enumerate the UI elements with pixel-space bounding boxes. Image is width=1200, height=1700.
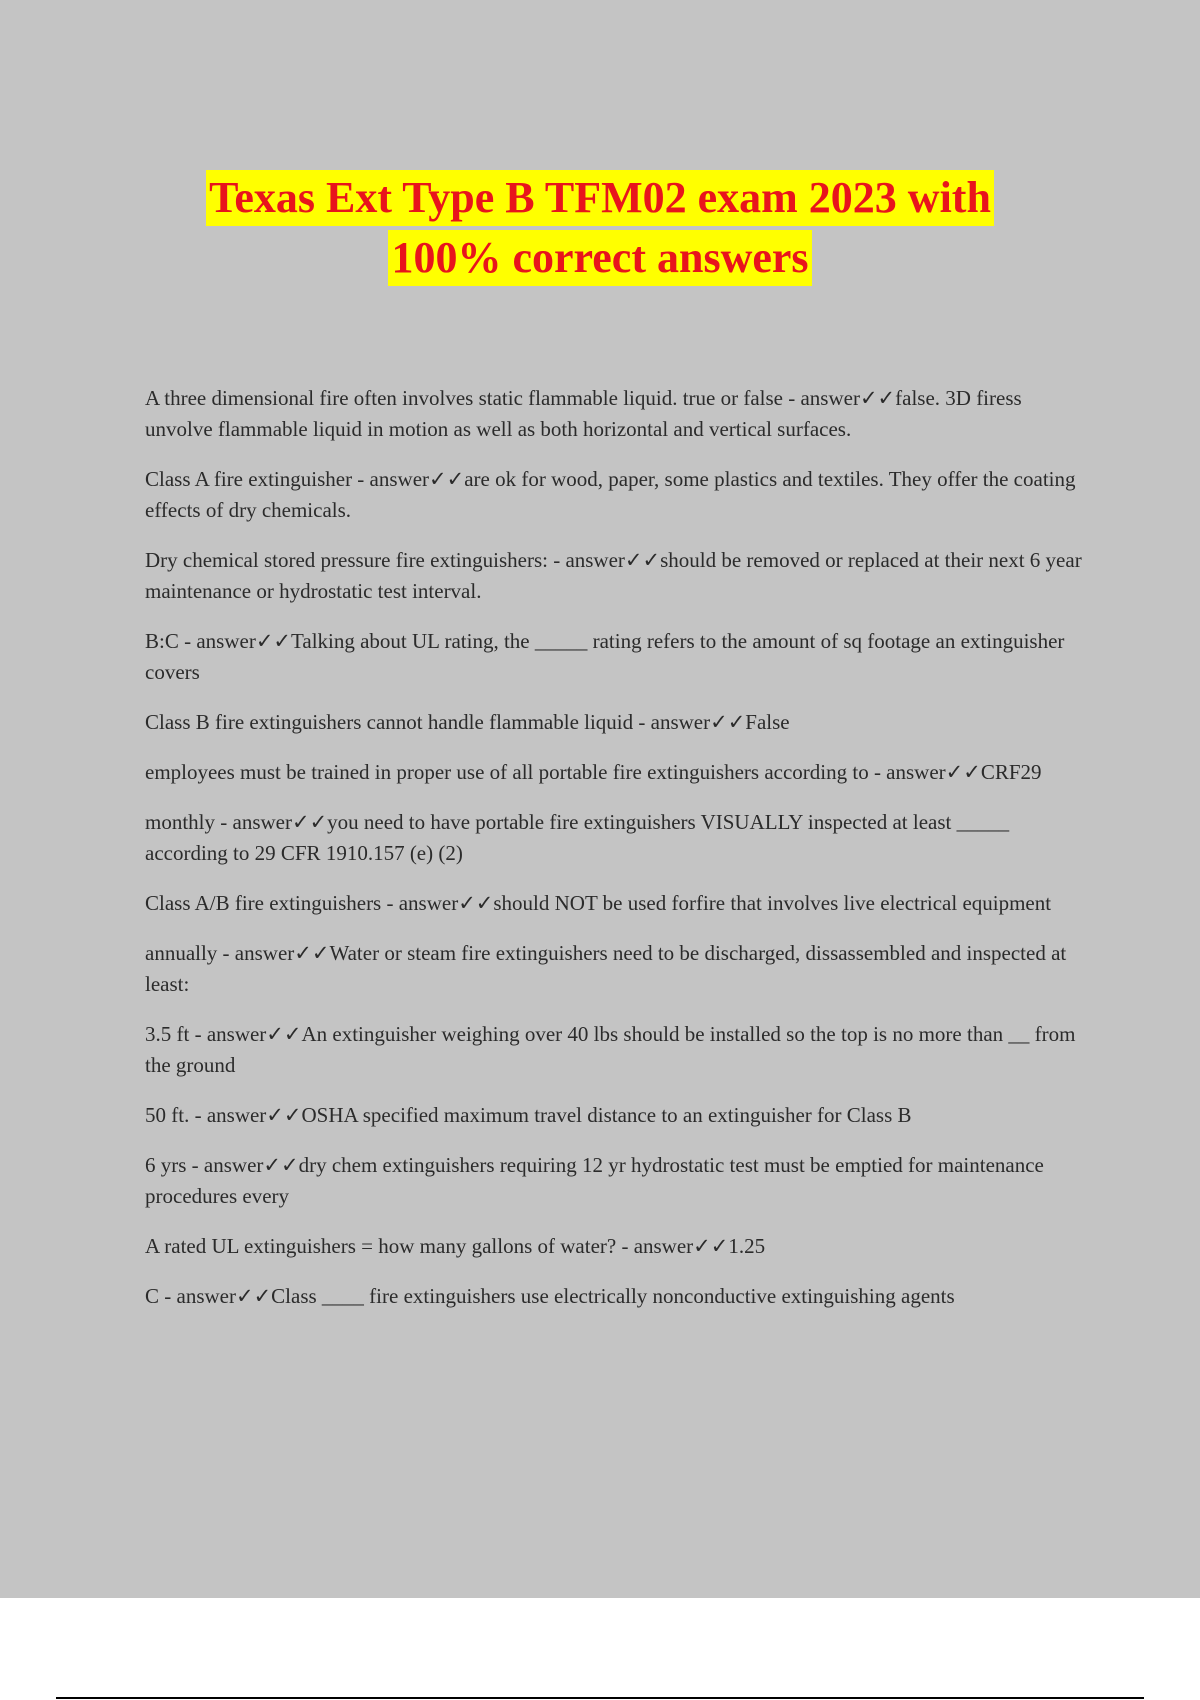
title-line-1: Texas Ext Type B TFM02 exam 2023 with <box>206 170 994 226</box>
title-line-2: 100% correct answers <box>388 230 811 286</box>
qa-item: 3.5 ft - answer✓✓An extinguisher weighing over 40 lbs should be installed so the top is no more than __ from the ground <box>145 1022 1076 1077</box>
qa-item: 6 yrs - answer✓✓dry chem extinguishers requiring 12 yr hydrostatic test must be emptied for maintenance procedures every <box>145 1153 1044 1208</box>
document-title <box>0 170 1200 290</box>
qa-item: Class A fire extinguisher - answer✓✓are ok for wood, paper, some plastics and textiles. They offer the coating effects of dry chemicals. <box>145 467 1076 522</box>
qa-item: Dry chemical stored pressure fire extinguishers: - answer✓✓should be removed or replaced at their next 6 year maintenance or hydrostatic test interval. <box>145 548 1082 603</box>
qa-item: B:C - answer✓✓Talking about UL rating, the _____ rating refers to the amount of sq footage an extinguisher covers <box>145 629 1065 684</box>
question-answer-list <box>145 383 1090 1331</box>
qa-item: A rated UL extinguishers = how many gallons of water? - answer✓✓1.25 <box>145 1234 766 1258</box>
qa-item: monthly - answer✓✓you need to have portable fire extinguishers VISUALLY inspected at least _____ according to 29 CFR 1910.157 (e) (2) <box>145 810 1010 865</box>
page-divider <box>56 1697 1144 1699</box>
qa-item: Class A/B fire extinguishers - answer✓✓should NOT be used forfire that involves live electrical equipment <box>145 891 1052 915</box>
qa-item: Class B fire extinguishers cannot handle flammable liquid - answer✓✓False <box>145 710 790 734</box>
qa-item: 50 ft. - answer✓✓OSHA specified maximum travel distance to an extinguisher for Class B <box>145 1103 912 1127</box>
qa-item: A three dimensional fire often involves static flammable liquid. true or false - answer✓✓false. 3D firess unvolve flammable liquid in motion as well as both horizontal and vertical surfaces. <box>145 386 1022 441</box>
qa-item: employees must be trained in proper use of all portable fire extinguishers according to - answer✓✓CRF29 <box>145 760 1042 784</box>
qa-item: C - answer✓✓Class ____ fire extinguishers use electrically nonconductive extinguishing agents <box>145 1284 955 1308</box>
qa-item: annually - answer✓✓Water or steam fire extinguishers need to be discharged, dissassembled and inspected at least: <box>145 941 1067 996</box>
